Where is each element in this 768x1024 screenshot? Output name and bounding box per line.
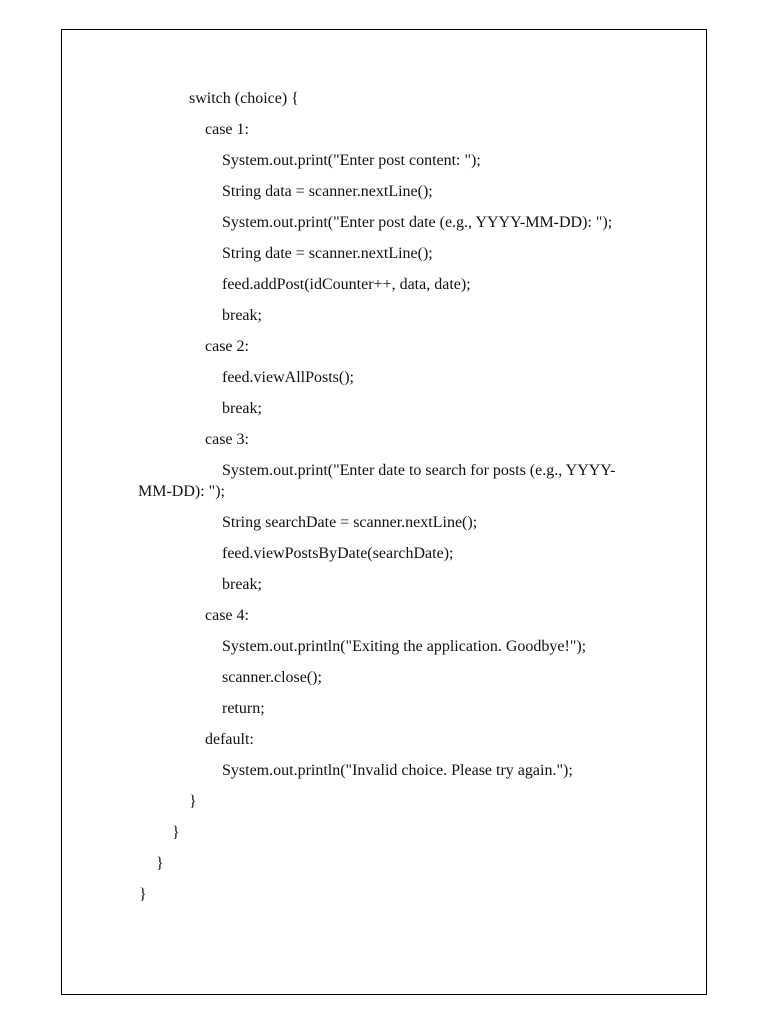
document-page xyxy=(61,29,707,995)
code-line: } xyxy=(172,824,180,841)
code-line: break; xyxy=(222,307,262,324)
code-line: scanner.close(); xyxy=(222,669,322,686)
code-line: String date = scanner.nextLine(); xyxy=(222,245,433,262)
code-line: case 1: xyxy=(205,121,249,138)
code-line: String searchDate = scanner.nextLine(); xyxy=(222,514,478,531)
code-line: System.out.println("Invalid choice. Please try again."); xyxy=(222,762,573,779)
code-line: } xyxy=(156,855,164,872)
code-line: System.out.println("Exiting the application. Goodbye!"); xyxy=(222,638,587,655)
code-line: System.out.print("Enter post content: "); xyxy=(222,152,481,169)
code-line: switch (choice) { xyxy=(189,90,299,107)
code-line: case 3: xyxy=(205,431,249,448)
code-line: System.out.print("Enter date to search for posts (e.g., YYYY- xyxy=(222,462,616,479)
code-line: return; xyxy=(222,700,265,717)
code-line: String data = scanner.nextLine(); xyxy=(222,183,433,200)
code-line: } xyxy=(189,793,197,810)
code-line: feed.viewPostsByDate(searchDate); xyxy=(222,545,454,562)
code-line: } xyxy=(139,886,147,903)
code-line: default: xyxy=(205,731,254,748)
code-line: case 4: xyxy=(205,607,249,624)
code-line: case 2: xyxy=(205,338,249,355)
code-line: System.out.print("Enter post date (e.g., YYYY-MM-DD): "); xyxy=(222,214,613,231)
code-line: break; xyxy=(222,576,262,593)
code-line: break; xyxy=(222,400,262,417)
code-line: MM-DD): "); xyxy=(138,483,225,500)
code-line: feed.viewAllPosts(); xyxy=(222,369,354,386)
code-line: feed.addPost(idCounter++, data, date); xyxy=(222,276,471,293)
